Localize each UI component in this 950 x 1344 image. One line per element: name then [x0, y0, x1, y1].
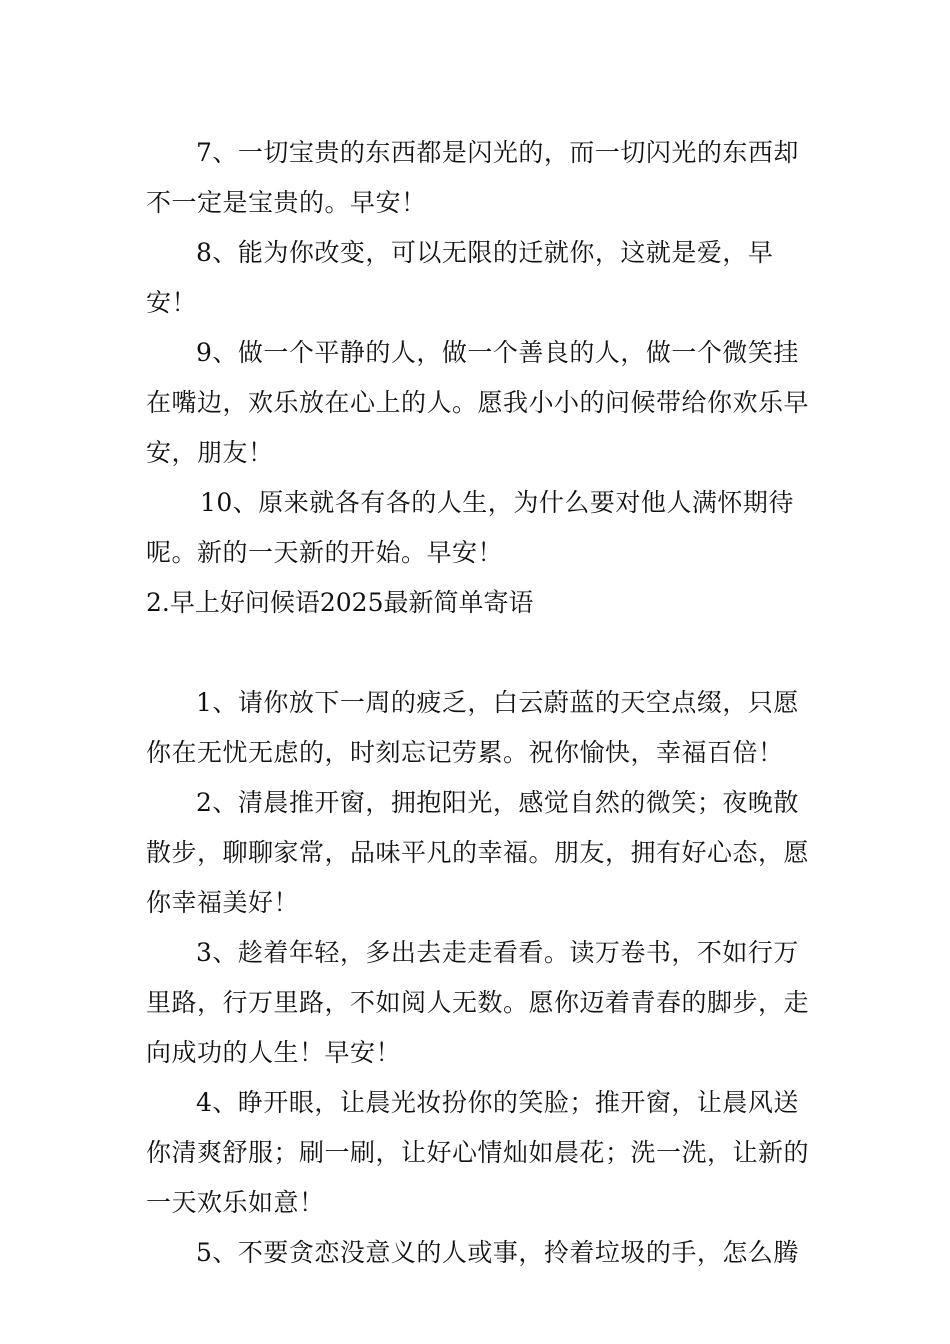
document-body — [146, 128, 810, 1278]
section-spacer — [146, 628, 810, 678]
paragraph-item-2: 2、清晨推开窗，拥抱阳光，感觉自然的微笑；夜晚散散步，聊聊家常，品味平凡的幸福。朋友，拥有好心态，愿你幸福美好！ — [146, 788, 810, 917]
paragraph-item-9: 9、做一个平静的人，做一个善良的人，做一个微笑挂在嘴边，欢乐放在心上的人。愿我小小的问候带给你欢乐早安，朋友！ — [146, 338, 810, 467]
paragraph-item-5: 5、不要贪恋没意义的人或事，拎着垃圾的手，怎么腾 — [196, 1238, 799, 1267]
section-heading: 2.早上好问候语2025最新简单寄语 — [146, 588, 534, 617]
paragraph-item-4: 4、睁开眼，让晨光妆扮你的笑脸；推开窗，让晨风送你清爽舒服；刷一刷，让好心情灿如晨花；洗一洗，让新的一天欢乐如意！ — [146, 1088, 810, 1217]
paragraph-item-10: 10、原来就各有各的人生，为什么要对他人满怀期待呢。新的一天新的开始。早安！ — [146, 488, 794, 567]
paragraph-item-3: 3、趁着年轻，多出去走走看看。读万卷书，不如行万里路，行万里路，不如阅人无数。愿你迈着青春的脚步，走向成功的人生！早安！ — [146, 938, 810, 1067]
paragraph-item-1: 1、请你放下一周的疲乏，白云蔚蓝的天空点缀，只愿你在无忧无虑的，时刻忘记劳累。祝你愉快，幸福百倍！ — [146, 688, 799, 767]
paragraph-item-7: 7、一切宝贵的东西都是闪光的，而一切闪光的东西却不一定是宝贵的。早安！ — [146, 138, 799, 217]
paragraph-item-8: 8、能为你改变，可以无限的迁就你，这就是爱，早安！ — [146, 238, 774, 317]
